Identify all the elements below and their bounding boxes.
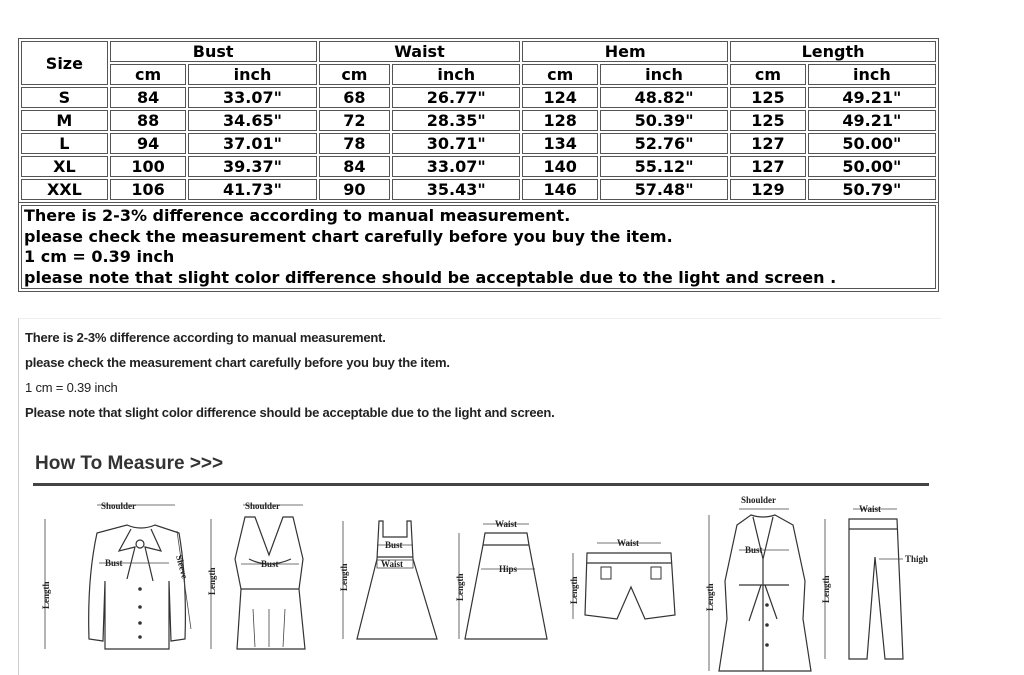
dress-illustration [339,521,437,639]
table-cell: 127 [730,156,806,177]
coat-illustration [705,495,811,671]
shoulder-label: Shoulder [245,501,281,511]
length-label: Length [455,573,465,601]
table-cell: 28.35" [392,110,520,131]
table-cell: 57.48" [600,179,728,200]
bust-label: Bust [385,540,403,550]
table-cell: 34.65" [188,110,316,131]
waist-label: Waist [617,538,640,548]
length-label: Length [821,575,831,603]
group-header-length: Length [730,41,936,62]
shoulder-label: Shoulder [101,501,137,511]
table-cell: 88 [110,110,187,131]
length-label: Length [339,563,349,591]
table-cell: 48.82" [600,87,728,108]
table-cell: 50.39" [600,110,728,131]
unit-header-row [21,64,936,85]
table-cell: 52.76" [600,133,728,154]
waist-label: Waist [495,519,518,529]
unit-header-cm: cm [522,64,598,85]
table-cell: 129 [730,179,806,200]
table-cell: 125 [730,87,806,108]
note-line: 1 cm = 0.39 inch [24,247,175,266]
size-label: L [21,133,108,154]
table-cell: 35.43" [392,179,520,200]
notes-cell [21,205,936,289]
length-label: Length [207,567,217,595]
waist-label: Waist [859,504,882,514]
group-header-hem: Hem [522,41,728,62]
table-cell: 50.00" [808,156,936,177]
size-chart [18,38,939,292]
table-cell: 128 [522,110,598,131]
image-note-line: please check the measurement chart carefully before you buy the item. [25,355,450,370]
table-cell: 55.12" [600,156,728,177]
unit-header-cm: cm [730,64,806,85]
size-label: S [21,87,108,108]
note-line: please check the measurement chart carefully before you buy the item. [24,226,673,246]
size-table [18,38,939,203]
unit-header-cm: cm [319,64,391,85]
skirt-illustration [455,519,547,639]
unit-header-inch: inch [600,64,728,85]
table-cell: 72 [319,110,391,131]
group-header-bust: Bust [110,41,317,62]
size-column-header: Size [21,41,108,85]
notes-table [18,202,939,292]
bust-label: Bust [105,558,123,568]
table-cell: 100 [110,156,187,177]
blouse-illustration [41,501,191,649]
garment-illustrations [19,319,941,675]
size-label: XXL [21,179,108,200]
tank-top-illustration [207,501,305,649]
table-cell: 125 [730,110,806,131]
table-cell: 39.37" [188,156,316,177]
unit-header-inch: inch [808,64,936,85]
note-line: There is 2-3% difference according to manual measurement. [24,206,571,225]
image-note-line: There is 2-3% difference according to manual measurement. [25,330,386,345]
table-cell: 90 [319,179,391,200]
table-cell: 50.79" [808,179,936,200]
table-cell: 33.07" [188,87,316,108]
table-row [21,110,936,131]
table-cell: 140 [522,156,598,177]
table-cell: 124 [522,87,598,108]
table-cell: 134 [522,133,598,154]
table-row [21,156,936,177]
table-row [21,133,936,154]
table-cell: 26.77" [392,87,520,108]
unit-header-inch: inch [392,64,520,85]
thigh-label: Thigh [905,554,929,564]
unit-header-inch: inch [188,64,316,85]
table-cell: 84 [110,87,187,108]
table-cell: 37.01" [188,133,316,154]
pants-illustration [821,504,928,659]
hips-label: Hips [499,564,518,574]
image-note-line: 1 cm = 0.39 inch [25,380,118,395]
shorts-illustration [569,538,675,619]
length-label: Length [705,583,715,611]
table-row [21,179,936,200]
group-header-waist: Waist [319,41,521,62]
table-cell: 49.21" [808,87,936,108]
length-label: Length [569,576,579,604]
table-cell: 106 [110,179,187,200]
unit-header-cm: cm [110,64,187,85]
group-header-row [21,41,936,62]
table-cell: 30.71" [392,133,520,154]
image-note-line: Please note that slight color difference should be acceptable due to the light and screen. [25,405,555,420]
how-to-measure-title: How To Measure >>> [35,453,224,474]
table-cell: 49.21" [808,110,936,131]
table-cell: 33.07" [392,156,520,177]
table-cell: 84 [319,156,391,177]
table-cell: 94 [110,133,187,154]
sleeve-label: Sleeve [174,553,190,580]
table-cell: 50.00" [808,133,936,154]
bust-label: Bust [261,559,279,569]
size-label: XL [21,156,108,177]
table-cell: 68 [319,87,391,108]
table-cell: 78 [319,133,391,154]
shoulder-label: Shoulder [741,495,777,505]
length-label: Length [41,581,51,609]
table-cell: 41.73" [188,179,316,200]
note-line: please note that slight color difference should be acceptable due to the light and screen . [24,267,837,287]
table-cell: 146 [522,179,598,200]
bust-label: Bust [745,545,763,555]
table-cell: 127 [730,133,806,154]
table-row [21,87,936,108]
waist-label: Waist [381,559,404,569]
how-to-measure-panel [18,318,941,675]
size-label: M [21,110,108,131]
